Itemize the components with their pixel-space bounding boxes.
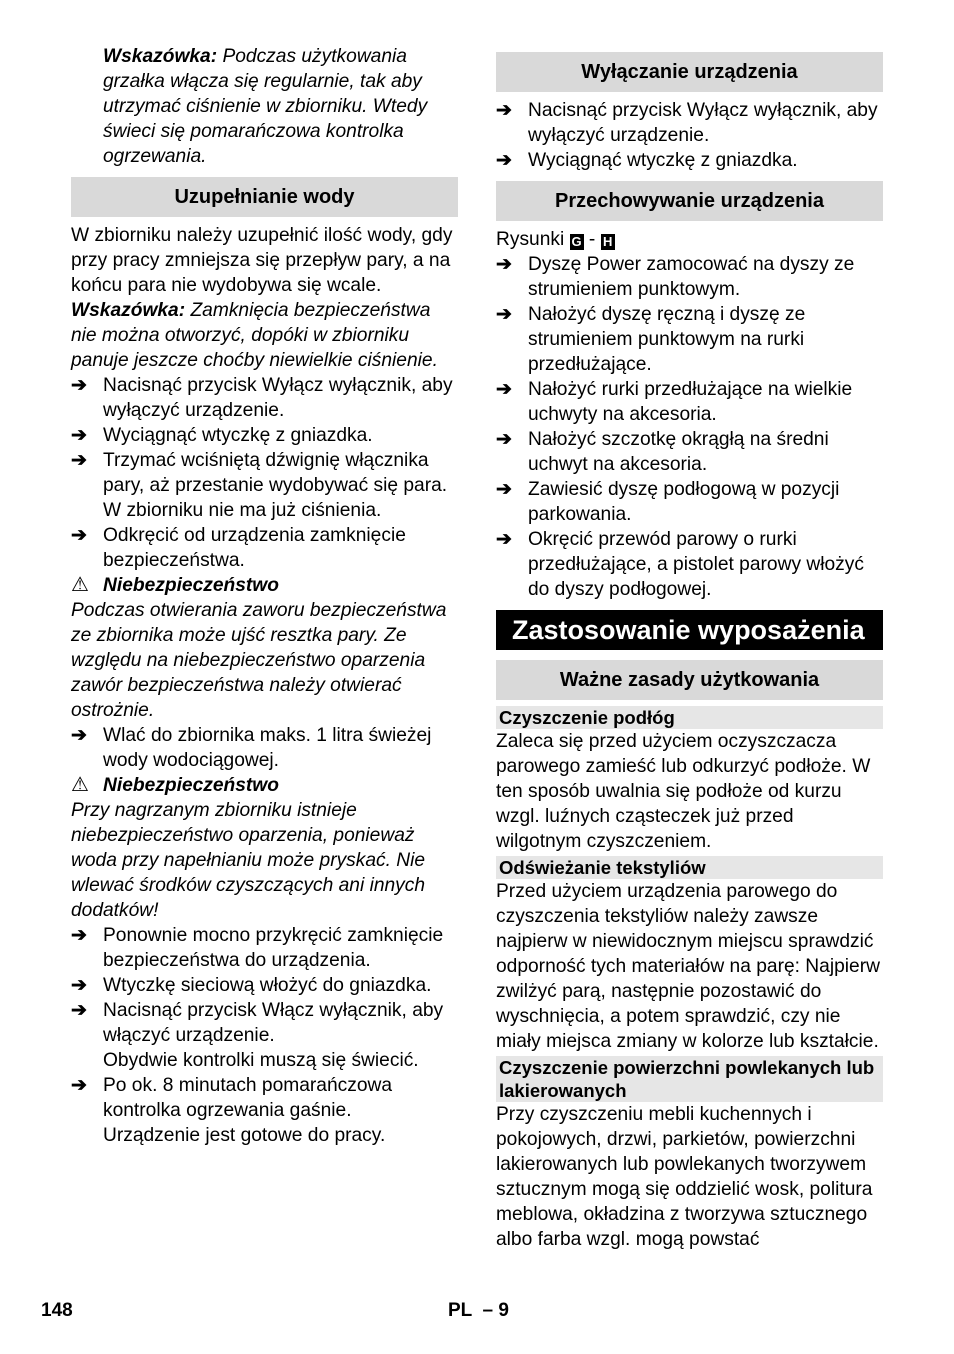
subsection-heading: Odświeżanie tekstyliów (496, 856, 883, 879)
danger-heading (71, 573, 458, 598)
note (71, 298, 458, 373)
step-text: Wyciągnąć wtyczkę z gniazdka. (103, 425, 373, 446)
figure-separator: - (583, 229, 601, 250)
section-heading-storage: Przechowywanie urządzenia (496, 181, 883, 221)
step-item (496, 148, 883, 173)
step-text: Nałożyć szczotkę okrągłą na średni uchwyt na akcesoria. (528, 429, 829, 475)
section-heading-water-refill: Uzupełnianie wody (71, 177, 458, 217)
step-text: Nacisnąć przycisk Włącz wyłącznik, aby włączyć urządzenie. (103, 1000, 444, 1046)
arrow-icon: ➔ (496, 379, 513, 400)
step-followup: Urządzenie jest gotowe do pracy. (103, 1125, 386, 1146)
step-text: Wyciągnąć wtyczkę z gniazdka. (528, 150, 798, 171)
step-item (496, 302, 883, 377)
figure-label: H (601, 234, 615, 250)
step-item (496, 252, 883, 302)
step-item (71, 973, 458, 998)
figure-reference (496, 227, 883, 252)
section-heading-usage-rules: Ważne zasady użytkowania (496, 660, 883, 700)
arrow-icon: ➔ (496, 254, 513, 275)
note-text: Zamknięcia bezpieczeństwa nie można otworzyć, dopóki w zbiorniku panuje jeszcze choćby niewielkie ciśnienie. (71, 300, 438, 371)
step-text: Dyszę Power zamocować na dyszy ze strumieniem punktowym. (528, 254, 855, 300)
note-label: Wskazówka: (71, 300, 186, 321)
step-item (496, 98, 883, 148)
subsection-heading: Czyszczenie powierzchni powlekanych lub lakierowanych (496, 1056, 883, 1102)
arrow-icon: ➔ (496, 150, 513, 171)
paragraph: Przy czyszczeniu mebli kuchennych i pokojowych, drzwi, parkietów, powierzchni lakierowanych lub powlekanych tworzywem sztucznym mogą się oddzielić wosk, politura meblowa, okładzina z tworzywa sztucznego albo farba wzgl. mogą powstać (496, 1104, 873, 1250)
figure-label: G (571, 234, 582, 249)
step-item (71, 448, 458, 523)
danger-text: Podczas otwierania zaworu bezpieczeństwa ze zbiornika może ujść resztka pary. Ze względu na niebezpieczeństwo oparzenia zawór bezpieczeństwa należy otwierać ostrożnie. (71, 600, 447, 721)
arrow-icon: ➔ (71, 925, 88, 946)
step-text: Po ok. 8 minutach pomarańczowa kontrolka ogrzewania gaśnie. (103, 1075, 393, 1121)
arrow-icon: ➔ (71, 375, 88, 396)
arrow-icon: ➔ (71, 725, 88, 746)
arrow-icon: ➔ (496, 429, 513, 450)
step-text: Wtyczkę sieciową włożyć do gniazdka. (103, 975, 432, 996)
subsection-heading: Czyszczenie podłóg (496, 706, 883, 729)
step-item (71, 723, 458, 773)
step-item (496, 377, 883, 427)
step-item (71, 923, 458, 973)
step-text: Nałożyć dyszę ręczną i dyszę ze strumieniem punktowym na rurki przedłużające. (528, 304, 806, 375)
step-text: Nacisnąć przycisk Wyłącz wyłącznik, aby wyłączyć urządzenie. (528, 100, 878, 146)
intro-note (71, 44, 458, 169)
step-followup: Obydwie kontrolki muszą się świecić. (103, 1050, 419, 1071)
right-column (496, 44, 883, 1252)
step-text: Ponownie mocno przykręcić zamknięcie bezpieczeństwa do urządzenia. (103, 925, 444, 971)
step-text: Nałożyć rurki przedłużające na wielkie uchwyty na akcesoria. (528, 379, 853, 425)
figure-prefix: Rysunki (496, 229, 565, 250)
arrow-icon: ➔ (71, 525, 88, 546)
arrow-icon: ➔ (496, 529, 513, 550)
step-text: Trzymać wciśniętą dźwignię włącznika pary, aż przestanie wydobywać się para. W zbiorniku nie ma już ciśnienia. (103, 450, 448, 521)
step-text: Zawiesić dyszę podłogową w pozycji parkowania. (528, 479, 840, 525)
danger-heading (71, 773, 458, 798)
note-label: Wskazówka: (103, 46, 218, 67)
danger-title: Niebezpieczeństwo (103, 775, 279, 796)
page-number: 148 (41, 1300, 73, 1321)
arrow-icon: ➔ (71, 450, 88, 471)
paragraph: Zaleca się przed użyciem oczyszczacza parowego zamieść lub odkurzyć podłoże. W ten sposób uwalnia się podłoże od kurzu wzgl. luźnych cząsteczek już przed wilgotnym czyszczeniem. (496, 731, 871, 852)
arrow-icon: ➔ (496, 304, 513, 325)
step-item (71, 423, 458, 448)
step-item (496, 477, 883, 527)
arrow-icon: ➔ (496, 100, 513, 121)
chapter-heading: Zastosowanie wyposażenia (496, 610, 883, 650)
step-item (496, 427, 883, 477)
danger-title: Niebezpieczeństwo (103, 575, 279, 596)
step-item (71, 523, 458, 573)
arrow-icon: ➔ (71, 425, 88, 446)
paragraph: Przed użyciem urządzenia parowego do czyszczenia tekstyliów należy zawsze najpierw w niewidocznym miejscu sprawdzić odporność tych materiałów na parę: Najpierw zwilżyć parą, następnie pozostawić do wyschnięcia, a potem sprawdzić, czy nie miały miejsca zmiany w kolorze lub kształcie. (496, 881, 880, 1052)
paragraph: W zbiorniku należy uzupełnić ilość wody, gdy przy pracy zmniejsza się przepływ pary, a na końcu para nie wydobywa się wcale. (71, 225, 453, 296)
page-label: PL – 9 (448, 1300, 509, 1321)
step-text: Nacisnąć przycisk Wyłącz wyłącznik, aby wyłączyć urządzenie. (103, 375, 453, 421)
arrow-icon: ➔ (496, 479, 513, 500)
warning-triangle-icon: ⚠ (71, 574, 89, 596)
arrow-icon: ➔ (71, 1075, 88, 1096)
step-item (71, 1073, 458, 1123)
step-item (71, 373, 458, 423)
warning-triangle-icon: ⚠ (71, 774, 89, 796)
section-heading-switch-off: Wyłączanie urządzenia (496, 52, 883, 92)
step-text: Odkręcić od urządzenia zamknięcie bezpieczeństwa. (103, 525, 406, 571)
arrow-icon: ➔ (71, 975, 88, 996)
step-text: Wlać do zbiornika maks. 1 litra świeżej wody wodociągowej. (103, 725, 432, 771)
danger-text: Przy nagrzanym zbiorniku istnieje niebezpieczeństwo oparzenia, ponieważ woda przy napełnianiu może pryskać. Nie wlewać środków czyszczących ani innych dodatków! (71, 800, 426, 921)
note-text: Podczas użytkowania grzałka włącza się regularnie, tak aby utrzymać ciśnienie w zbiorniku. Wtedy świeci się pomarańczowa kontrolka ogrzewania. (103, 46, 428, 167)
left-column (71, 44, 458, 1148)
arrow-icon: ➔ (71, 1000, 88, 1021)
step-text: Okręcić przewód parowy o rurki przedłużające, a pistolet parowy włożyć do dyszy podłogowej. (528, 529, 864, 600)
step-item (496, 527, 883, 602)
step-item (71, 998, 458, 1048)
